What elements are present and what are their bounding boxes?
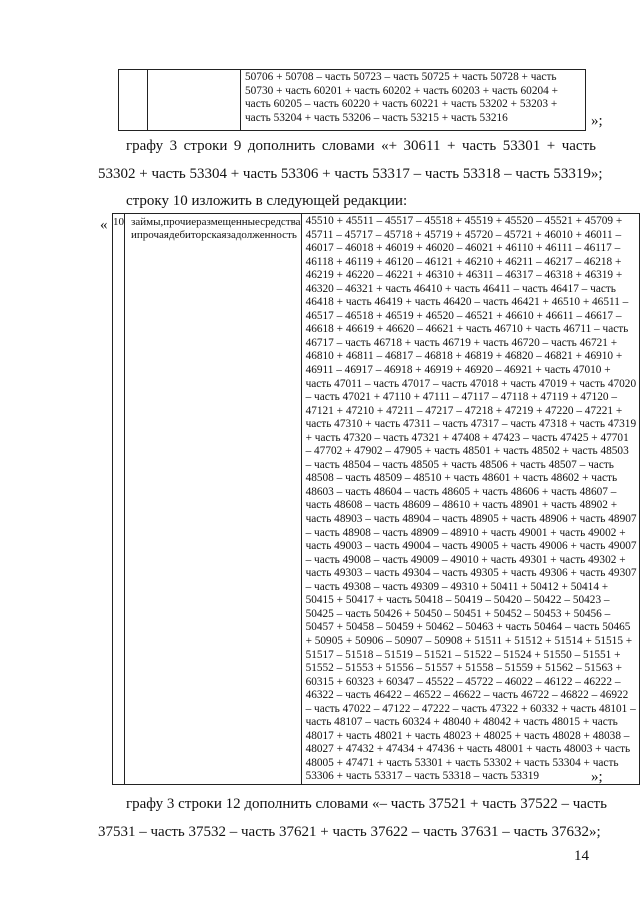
- formula-line: + 50905 + 50906 – 50907 – 50908 + 51511 + 51512 + 51514 + 51515 +: [305, 634, 633, 647]
- row10-name-line: размещенные: [196, 216, 261, 228]
- formula-line: 46810 + 46811 – 46817 – 46818 + 46819 + 46820 – 46821 + 46910 +: [305, 350, 623, 363]
- row10-name-cell: [125, 214, 302, 785]
- paragraph-row12-line1: графу 3 строки 12 дополнить словами «– часть 37521 + часть 37522 – часть: [126, 796, 607, 812]
- formula-line: – часть 48504 – часть 48505 + часть 48506 + часть 48507 – часть: [305, 458, 614, 471]
- formula-line: 48005 + 47471 + часть 53301 + часть 53302 + часть 53304 + часть: [305, 756, 619, 769]
- formula-line: часть 48107 – часть 60324 + 48040 + 48042 + часть 48015 + часть: [305, 716, 618, 729]
- formula-line: 50425 – часть 50426 + 50450 – 50451 + 50452 – 50453 + 50456 –: [305, 607, 611, 620]
- paragraph-row10-intro: строку 10 изложить в следующей редакции:: [126, 193, 408, 209]
- formula-line: часть 53204 + часть 53206 – часть 53215 + часть 53216: [245, 111, 508, 124]
- formula-line: 47121 + 47210 + 47211 – 47217 – 47218 + 47219 + 47220 – 47221 +: [305, 404, 623, 417]
- formula-line: 48027 + 47432 + 47434 + 47436 + часть 48001 + часть 48003 + часть: [305, 743, 631, 756]
- top-table-col-formula: [241, 70, 586, 131]
- formula-line: – часть 48908 – часть 48909 – 48910 + часть 49001 + часть 49002 +: [305, 526, 626, 539]
- formula-line: 46320 – 46321 + часть 46410 + часть 46411 – часть 46417 – часть: [305, 282, 616, 295]
- formula-line: 46322 – часть 46422 – 46522 – 46622 – часть 46722 – 46822 – 46922: [305, 689, 629, 702]
- paragraph-row12: [98, 795, 607, 842]
- formula-line: 48508 – часть 48509 – 48510 + часть 48601 + часть 48602 + часть: [305, 472, 618, 485]
- formula-line: часть 48608 – часть 48609 – 48610 + часть 48901 + часть 48902 +: [305, 499, 618, 512]
- page-number: 14: [574, 848, 589, 864]
- formula-line: часть 49303 – часть 49304 – часть 49305 + часть 49306 + часть 49307: [305, 567, 637, 580]
- formula-line: 45711 – 45717 – 45718 + 45719 + 45720 – 45721 + 46010 + 46011 –: [305, 228, 622, 241]
- row10-number: 10: [113, 216, 124, 228]
- row10-table: [112, 213, 640, 785]
- row10-formula-cell: [301, 214, 639, 785]
- formula-line: 46517 – 46518 + 46519 + 46520 – 46521 + 46610 + 46611 – 46617 –: [305, 309, 622, 322]
- formula-line: 45510 + 45511 – 45517 – 45518 + 45519 + 45520 – 45521 + 45709 +: [305, 215, 623, 227]
- formula-line: – часть 49008 – часть 49009 – 49010 + часть 49301 + часть 49302 +: [305, 553, 626, 566]
- formula-line: – 47702 + 47902 – 47905 + часть 48501 + часть 48502 + часть 48503: [305, 445, 629, 458]
- formula-line: часть 60205 – часть 60220 + часть 60221 + часть 53202 + 53203 +: [245, 98, 558, 111]
- formula-line: 51552 – 51553 + 51556 – 51557 + 51558 – 51559 + 51562 – 51563 +: [305, 662, 622, 675]
- formula-line: 46911 – 46917 – 46918 + 46919 + 46920 – 46921 + часть 47010 +: [305, 364, 611, 377]
- formula-line: 46618 + 46619 + 46620 – 46621 + часть 46710 + часть 46711 – часть: [305, 323, 629, 336]
- formula-line: – часть 47021 + 47110 + 47111 – 47117 – 47118 + 47119 + 47120 –: [305, 391, 617, 404]
- top-table-col-number: [119, 70, 148, 131]
- formula-line: часть 47011 – часть 47017 – часть 47018 + часть 47019 + часть 47020: [305, 377, 637, 390]
- row10-name: [125, 214, 301, 243]
- row10-name-line: прочие: [163, 216, 197, 228]
- formula-line: 50415 + 50417 + часть 50418 – 50419 – 50420 – 50422 – 50423 –: [305, 594, 610, 607]
- formula-line: 53306 + часть 53317 – часть 53318 – часть 53319: [305, 770, 540, 783]
- paragraph-row9-line1: графу 3 строки 9 дополнить словами «+ 30611 + часть 53301 + часть: [126, 138, 596, 154]
- formula-line: 46017 – 46018 + 46019 + 46020 – 46021 + 46110 + 46111 – 46117 –: [305, 242, 621, 255]
- formula-line: часть 48903 – часть 48904 – часть 48905 + часть 48906 + часть 48907: [305, 513, 637, 526]
- formula-line: часть 47310 + часть 47311 – часть 47317 – часть 47318 + часть 47319: [305, 418, 637, 431]
- row10-name-line: задолженность: [226, 229, 297, 242]
- formula-line: 50706 + 50708 – часть 50723 – часть 50725 + часть 50728 + часть: [245, 71, 557, 83]
- paragraph-row12-line2: 37531 – часть 37532 – часть 37621 + часть 37622 – часть 37631 – часть 37632»;: [98, 824, 601, 840]
- formula-line: 46118 + 46119 + 46120 – 46121 + 46210 + 46211 – 46217 – 46218 +: [305, 255, 622, 268]
- formula-line: часть 49003 – часть 49004 – часть 49005 + часть 49006 + часть 49007: [305, 540, 637, 553]
- row10-formula: [302, 214, 639, 784]
- paragraph-row9-line2: 53302 + часть 53304 + часть 53306 + часть 53317 – часть 53318 – часть 53319»;: [98, 166, 603, 182]
- formula-line: – часть 47022 – 47122 – 47222 – часть 47322 + 60332 + часть 48101 –: [305, 702, 636, 715]
- row10-name-line: средства и: [131, 216, 301, 242]
- paragraph-row9: [98, 137, 603, 184]
- row10-name-line: займы,: [131, 216, 164, 228]
- formula-line: 46418 + часть 46419 + часть 46420 – часть 46421 + 46510 + 46511 –: [305, 296, 629, 309]
- formula-line: 60315 + 60323 + 60347 – 45522 – 45722 – 46022 – 46122 – 46222 –: [305, 675, 621, 688]
- formula-line: 51517 – 51518 – 51519 – 51521 – 51522 – 51524 + 51550 – 51551 +: [305, 648, 621, 661]
- row10-open-quote: «: [100, 217, 108, 233]
- formula-line: 46717 – часть 46718 + часть 46719 + часть 46720 – часть 46721 +: [305, 336, 618, 349]
- top-table-formula: [241, 70, 585, 125]
- formula-line: 50730 + часть 60201 + часть 60202 + часть 60203 + часть 60204 +: [245, 84, 558, 97]
- formula-line: 46219 + 46220 – 46221 + 46310 + 46311 – 46317 – 46318 + 46319 +: [305, 269, 623, 282]
- formula-line: + часть 47320 – часть 47321 + 47408 + 47423 – часть 47425 + 47701: [305, 431, 629, 444]
- formula-line: 48017 + часть 48021 + часть 48023 + 48025 + часть 48028 + 48038 –: [305, 729, 630, 742]
- formula-line: 48603 – часть 48604 – часть 48605 + часть 48606 + часть 48607 –: [305, 485, 617, 498]
- formula-line: – часть 49308 – часть 49309 – 49310 + 50411 + 50412 + 50414 +: [305, 580, 609, 593]
- top-table: [118, 69, 586, 131]
- row10-name-line: дебиторская: [168, 229, 227, 242]
- row10-number-cell: [113, 214, 125, 785]
- row10-name-line: прочая: [136, 229, 169, 242]
- top-table-col-name: [148, 70, 241, 131]
- top-table-closing: »;: [591, 113, 603, 129]
- formula-line: 50457 + 50458 – 50459 + 50462 – 50463 + часть 50464 – часть 50465: [305, 621, 631, 634]
- row10-closing: »;: [591, 769, 603, 785]
